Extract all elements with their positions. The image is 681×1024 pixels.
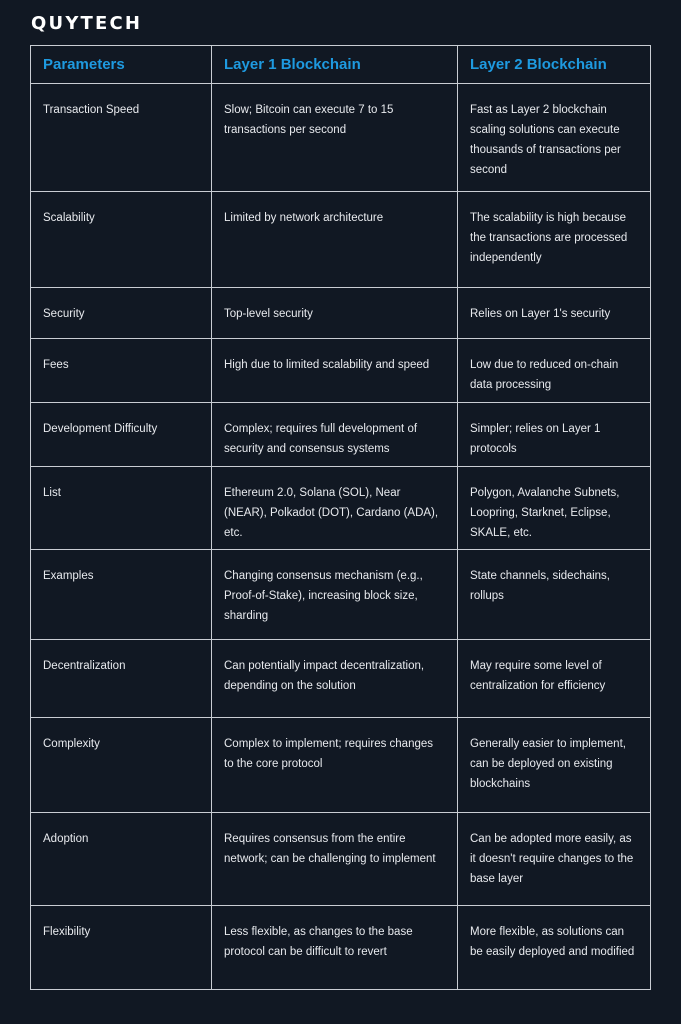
table-row [31,550,651,640]
row-layer2: State channels, sidechains, rollups [458,550,651,640]
row-layer1: Requires consensus from the entire network; can be challenging to implement [212,813,458,906]
row-parameter: Complexity [31,718,212,813]
table-row [31,339,651,403]
comparison-table [30,45,651,990]
table-row [31,192,651,288]
table-row [31,84,651,192]
row-parameter: Flexibility [31,906,212,990]
row-parameter: List [31,467,212,550]
row-layer1: Slow; Bitcoin can execute 7 to 15 transactions per second [212,84,458,192]
table-row [31,403,651,467]
row-layer2: Low due to reduced on-chain data processing [458,339,651,403]
row-parameter: Fees [31,339,212,403]
row-layer2: Polygon, Avalanche Subnets, Loopring, Starknet, Eclipse, SKALE, etc. [458,467,651,550]
row-layer1: Top-level security [212,288,458,339]
table-header-row [31,46,651,84]
row-layer1: Ethereum 2.0, Solana (SOL), Near (NEAR), Polkadot (DOT), Cardano (ADA), etc. [212,467,458,550]
table-row [31,288,651,339]
row-parameter: Decentralization [31,640,212,718]
row-layer2: May require some level of centralization for efficiency [458,640,651,718]
header-layer1: Layer 1 Blockchain [212,46,458,84]
row-parameter: Transaction Speed [31,84,212,192]
row-layer1: Limited by network architecture [212,192,458,288]
row-layer2: Fast as Layer 2 blockchain scaling solutions can execute thousands of transactions per second [458,84,651,192]
row-layer1: High due to limited scalability and speed [212,339,458,403]
row-layer2: More flexible, as solutions can be easily deployed and modified [458,906,651,990]
row-layer1: Can potentially impact decentralization, depending on the solution [212,640,458,718]
row-layer2: The scalability is high because the transactions are processed independently [458,192,651,288]
table-row [31,813,651,906]
row-parameter: Scalability [31,192,212,288]
row-layer1: Changing consensus mechanism (e.g., Proof-of-Stake), increasing block size, sharding [212,550,458,640]
row-layer1: Less flexible, as changes to the base protocol can be difficult to revert [212,906,458,990]
row-layer2: Simpler; relies on Layer 1 protocols [458,403,651,467]
table-row [31,906,651,990]
table-row [31,467,651,550]
row-layer1: Complex; requires full development of security and consensus systems [212,403,458,467]
header-parameters: Parameters [31,46,212,84]
row-layer2: Can be adopted more easily, as it doesn't require changes to the base layer [458,813,651,906]
table-row [31,718,651,813]
row-layer2: Generally easier to implement, can be deployed on existing blockchains [458,718,651,813]
row-parameter: Examples [31,550,212,640]
row-parameter: Adoption [31,813,212,906]
row-parameter: Security [31,288,212,339]
table-row [31,640,651,718]
brand-logo: QUYTECH [31,13,143,34]
header-layer2: Layer 2 Blockchain [458,46,651,84]
row-layer1: Complex to implement; requires changes to the core protocol [212,718,458,813]
row-parameter: Development Difficulty [31,403,212,467]
row-layer2: Relies on Layer 1's security [458,288,651,339]
